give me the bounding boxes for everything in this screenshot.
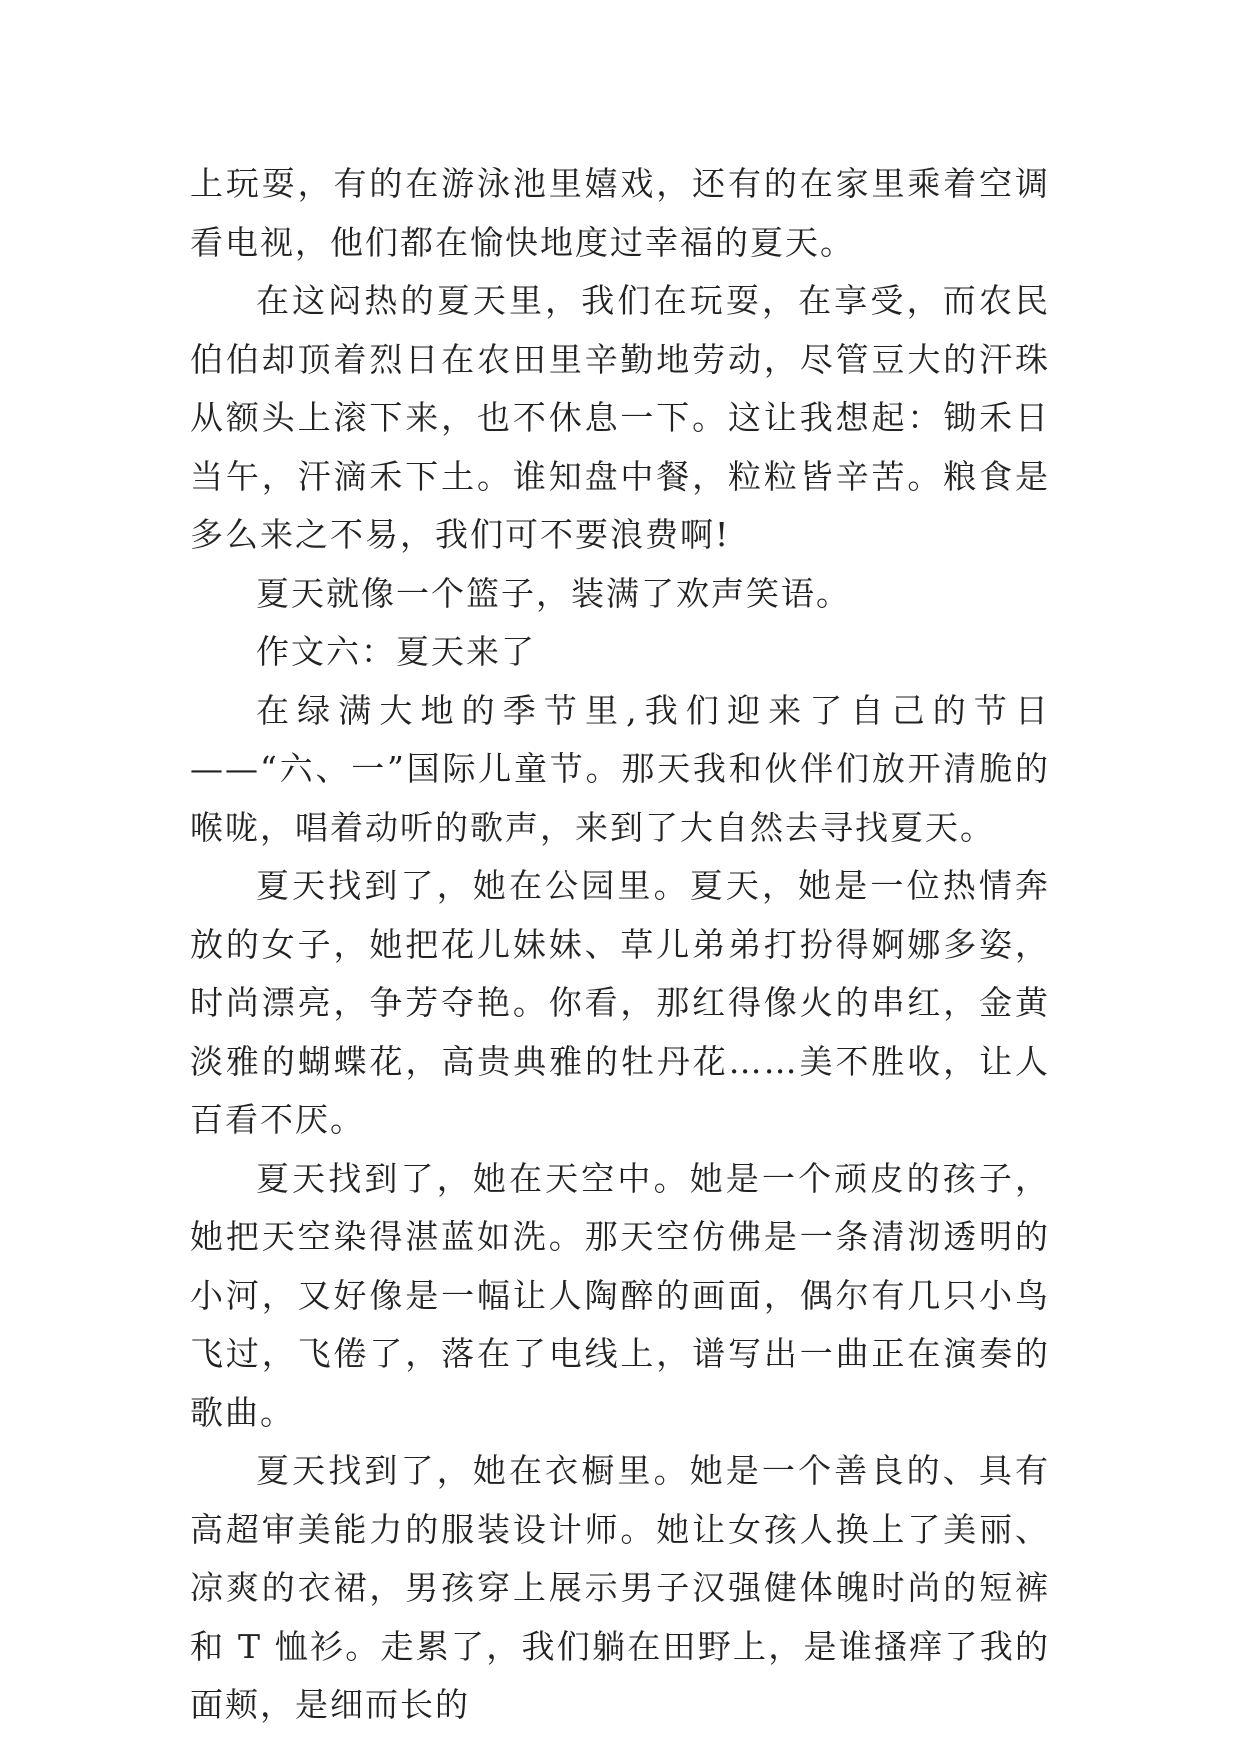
paragraph: 夏天找到了，她在天空中。她是一个顽皮的孩子，她把天空染得湛蓝如洗。那天空仿佛是一条清沏透明的小河，又好像是一幅让人陶醉的画面，偶尔有几只小鸟飞过，飞倦了，落在了电线上，谱写出一曲正在演奏的歌曲。 bbox=[190, 1158, 1050, 1432]
paragraph-continued: 上玩耍，有的在游泳池里嬉戏，还有的在家里乘着空调看电视，他们都在愉快地度过幸福的夏天。 bbox=[190, 164, 1050, 262]
paragraph: 夏天找到了，她在衣橱里。她是一个善良的、具有高超审美能力的服装设计师。她让女孩人换上了美丽、凉爽的衣裙，男孩穿上展示男子汉强健体魄时尚的短裤和 T 恤衫。走累了，我们躺在田野上，是谁搔痒了我的面颊，是细而长的 bbox=[190, 1451, 1050, 1724]
document-body bbox=[190, 155, 1050, 1735]
essay-heading: 作文六：夏天来了 bbox=[256, 632, 536, 671]
paragraph: 在绿满大地的季节里,我们迎来了自己的节日——“六、一”国际儿童节。那天我和伙伴们放开清脆的喉咙，唱着动听的歌声，来到了大自然去寻找夏天。 bbox=[190, 690, 1050, 847]
paragraph: 夏天找到了，她在公园里。夏天，她是一位热情奔放的女子，她把花儿妹妹、草儿弟弟打扮得婀娜多姿，时尚漂亮，争芳夺艳。你看，那红得像火的串红，金黄淡雅的蝴蝶花，高贵典雅的牡丹花……美不胜收，让人百看不厌。 bbox=[190, 866, 1050, 1139]
paragraph: 在这闷热的夏天里，我们在玩耍，在享受，而农民伯伯却顶着烈日在农田里辛勤地劳动，尽管豆大的汗珠从额头上滚下来，也不休息一下。这让我想起：锄禾日当午，汗滴禾下土。谁知盘中餐，粒粒皆辛苦。粮食是多么来之不易，我们可不要浪费啊! bbox=[190, 281, 1050, 554]
paragraph: 夏天就像一个篮子，装满了欢声笑语。 bbox=[256, 573, 851, 613]
